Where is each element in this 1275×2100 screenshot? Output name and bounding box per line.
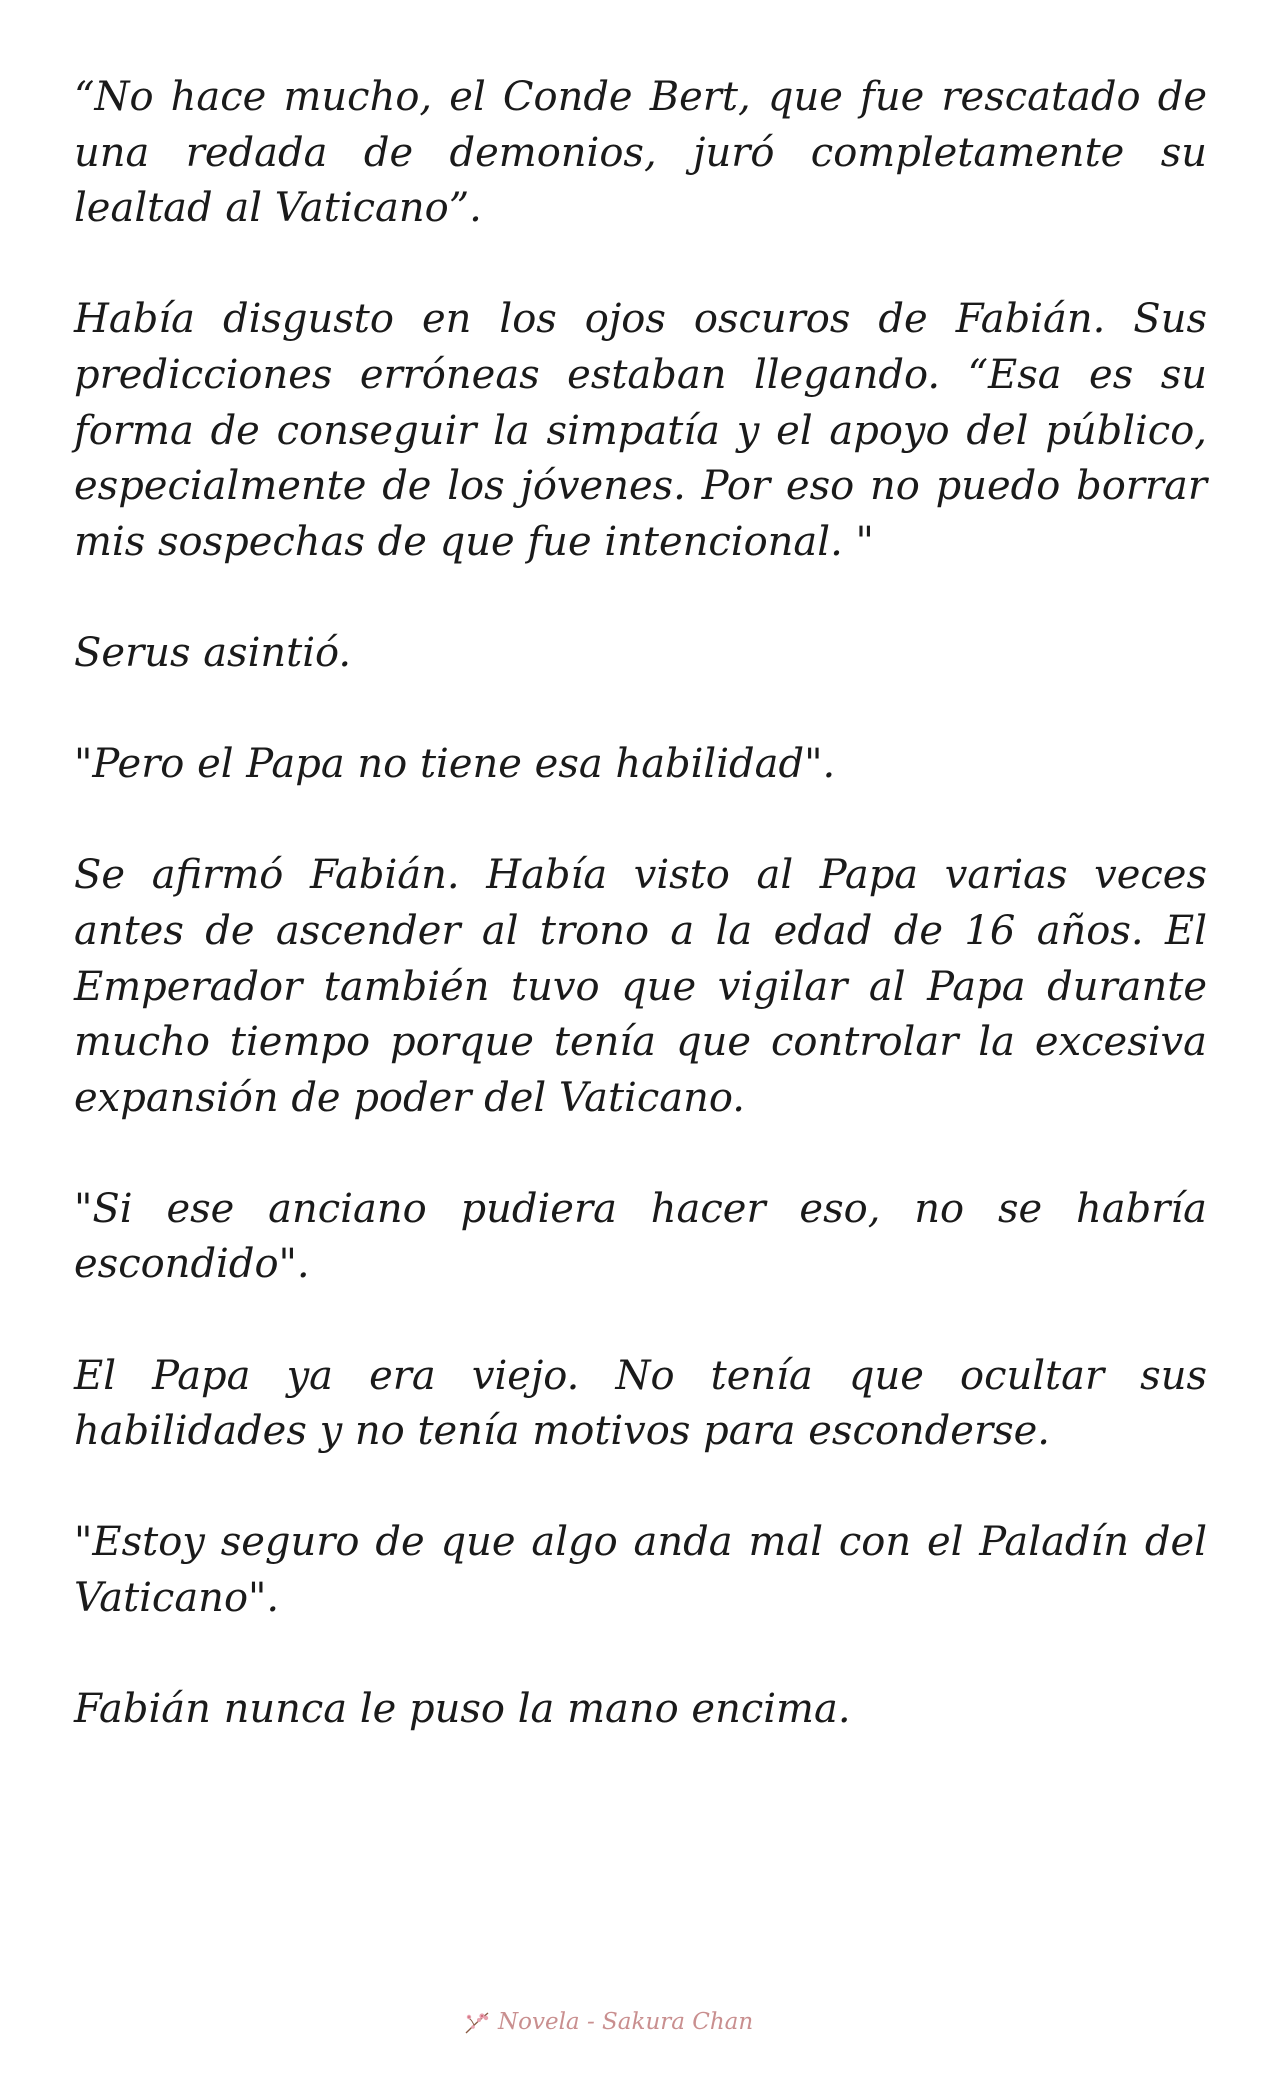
paragraph-5: Se afirmó Fabián. Había visto al Papa varias veces antes de ascender al trono a la edad de 16 años. El Emperador también tuvo que vigilar al Papa durante mucho tiempo porque tenía que controlar la excesiva expansión de poder del Vaticano. [74, 852, 1207, 1121]
watermark [462, 2006, 753, 2038]
paragraph-1: “No hace mucho, el Conde Bert, que fue rescatado de una redada de demonios, juró completamente su lealtad al Vaticano”. [74, 74, 1207, 232]
paragraph-2: Había disgusto en los ojos oscuros de Fabián. Sus predicciones erróneas estaban llegando. “Esa es su forma de conseguir la simpatía y el apoyo del público, especialmente de los jóvenes. Por eso no puedo borrar mis sospechas de que fue intencional. " [74, 296, 1207, 565]
watermark-text: Novela - Sakura Chan [498, 2009, 754, 2035]
paragraph-4: "Pero el Papa no tiene esa habilidad". [74, 741, 836, 788]
paragraph-3: Serus asintió. [74, 629, 352, 676]
novel-page-text [74, 70, 1207, 1793]
cherry-blossom-icon [462, 2007, 492, 2037]
paragraph-7: El Papa ya era viejo. No tenía que ocultar sus habilidades y no tenía motivos para esconderse. [74, 1352, 1207, 1455]
paragraph-9: Fabián nunca le puso la mano encima. [74, 1686, 851, 1733]
paragraph-8: "Estoy seguro de que algo anda mal con el Paladín del Vaticano". [74, 1519, 1207, 1622]
paragraph-6: "Si ese anciano pudiera hacer eso, no se habría escondido". [74, 1185, 1207, 1288]
